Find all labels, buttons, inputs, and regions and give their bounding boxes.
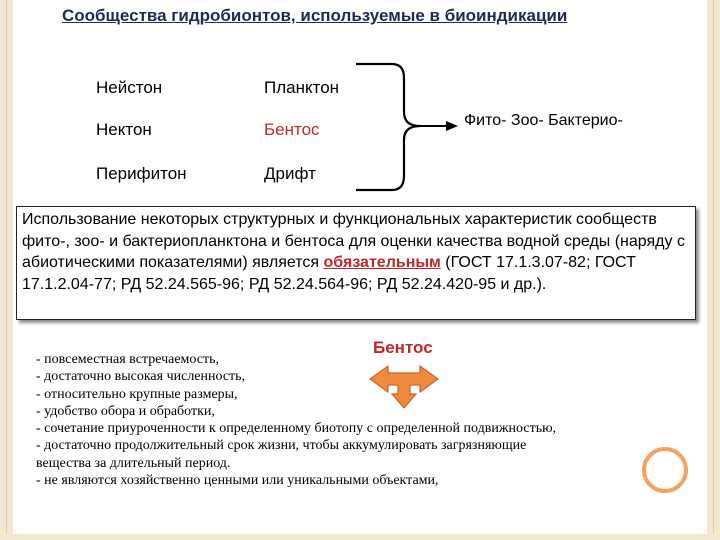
term-drift: Дрифт bbox=[264, 164, 316, 183]
list-item: - достаточно высокая численность, bbox=[36, 369, 246, 385]
info-text-before: Использование некоторых структурных и функциональных характеристик сообществ фито-, зоо- и бактериопланктона и бентоса для оценки качества водной среды (наряду с абиотическими показателями) является bbox=[22, 211, 685, 271]
list-item: - повсеместная встречаемость, bbox=[36, 352, 219, 367]
list-item: - относительно крупные размеры, bbox=[36, 386, 238, 402]
list-item: - не являются хозяйственно ценными или уникальными объектами, bbox=[36, 473, 439, 489]
groups-text: Фито- Зоо- Бактерио- bbox=[464, 112, 623, 129]
list-item: вещества за длительный период. bbox=[36, 455, 231, 471]
term-neuston: Нейстон bbox=[96, 78, 163, 97]
term-nekton: Нектон bbox=[96, 120, 152, 139]
info-keyword: обязательным bbox=[323, 254, 441, 271]
benthos-heading: Бентос bbox=[373, 338, 433, 357]
list-item: - удобство обора и обработки, bbox=[36, 403, 215, 419]
page-title: Сообщества гидробионтов, используемые в биоиндикации bbox=[62, 6, 568, 25]
term-periphyton: Перифитон bbox=[96, 164, 187, 183]
term-benthos: Бентос bbox=[264, 120, 320, 139]
list-item: - достаточно продолжительный срок жизни, чтобы аккумулировать загрязняющие bbox=[36, 438, 527, 454]
info-text-after: (ГОСТ 17.1.3.07-82; ГОСТ 17.1.2.04-77; РД 52.24.565-96; РД 52.24.564-96; РД 52.24.420-95 и др.). bbox=[22, 254, 636, 293]
list-item: - сочетание приуроченности к определенному биотопу с определенной подвижностью, bbox=[36, 421, 557, 437]
term-plankton: Планктон bbox=[264, 78, 340, 97]
